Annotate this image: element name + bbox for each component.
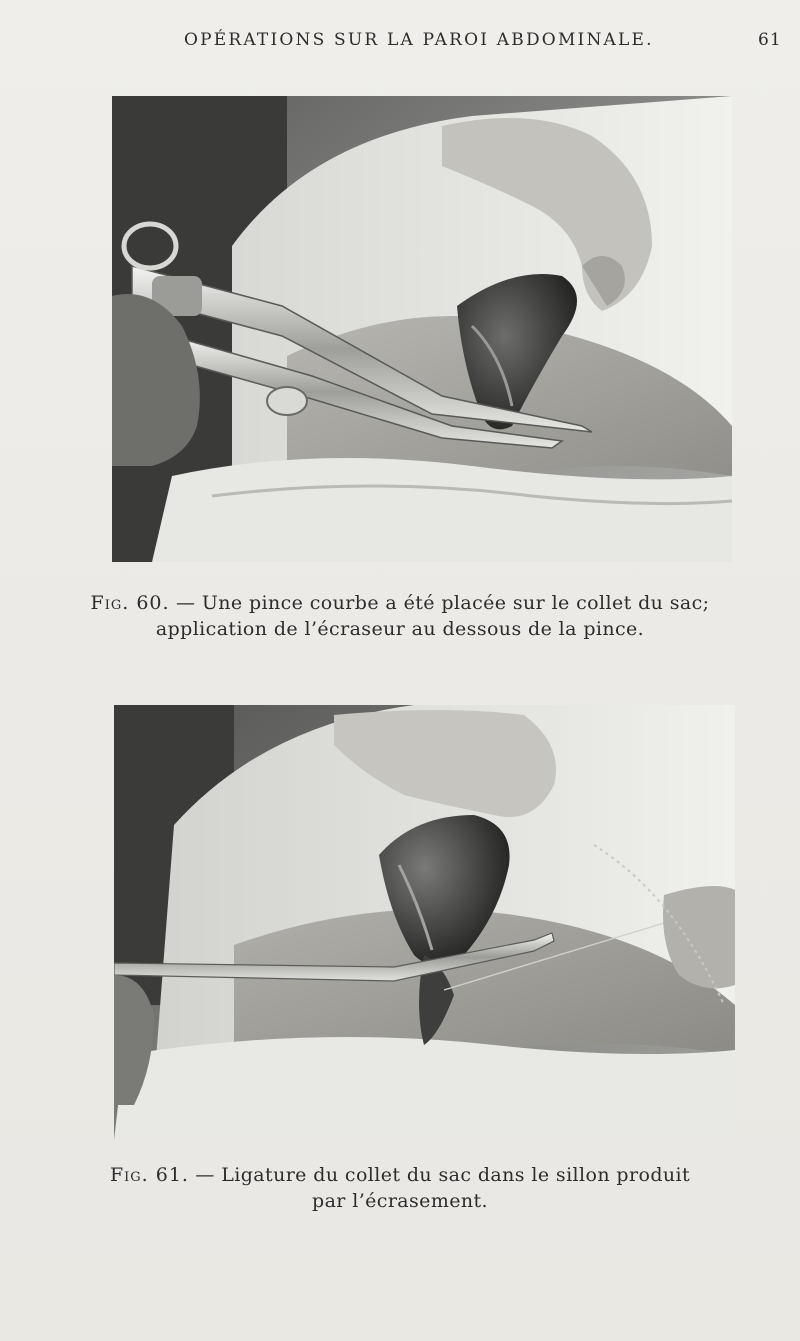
figure-60-caption-text-1: — Une pince courbe a été placée sur le collet du sac; — [175, 592, 710, 614]
page-number: 61 — [758, 30, 782, 50]
figure-60-caption-line-1 — [0, 590, 800, 616]
figure-61-caption — [0, 1162, 800, 1214]
running-title: OPÉRATIONS SUR LA PAROI ABDOMINALE. — [184, 30, 654, 50]
figure-60-caption-line-2: application de l’écraseur au dessous de la pince. — [155, 618, 645, 640]
figure-60-label: Fig. 60. — [90, 592, 170, 614]
figure-61-caption-text-1: — Ligature du collet du sac dans le sillon produit — [195, 1164, 691, 1186]
figure-60-drawing — [112, 96, 732, 562]
figure-60-caption — [0, 590, 800, 642]
figure-61-drawing — [114, 705, 735, 1140]
figure-61-label: Fig. 61. — [109, 1164, 189, 1186]
figure-60-illustration — [112, 96, 732, 562]
figure-61-caption-line-2: par l’écrasement. — [312, 1190, 488, 1212]
figure-61-caption-line-1 — [0, 1162, 800, 1188]
figure-61-illustration — [114, 705, 735, 1140]
